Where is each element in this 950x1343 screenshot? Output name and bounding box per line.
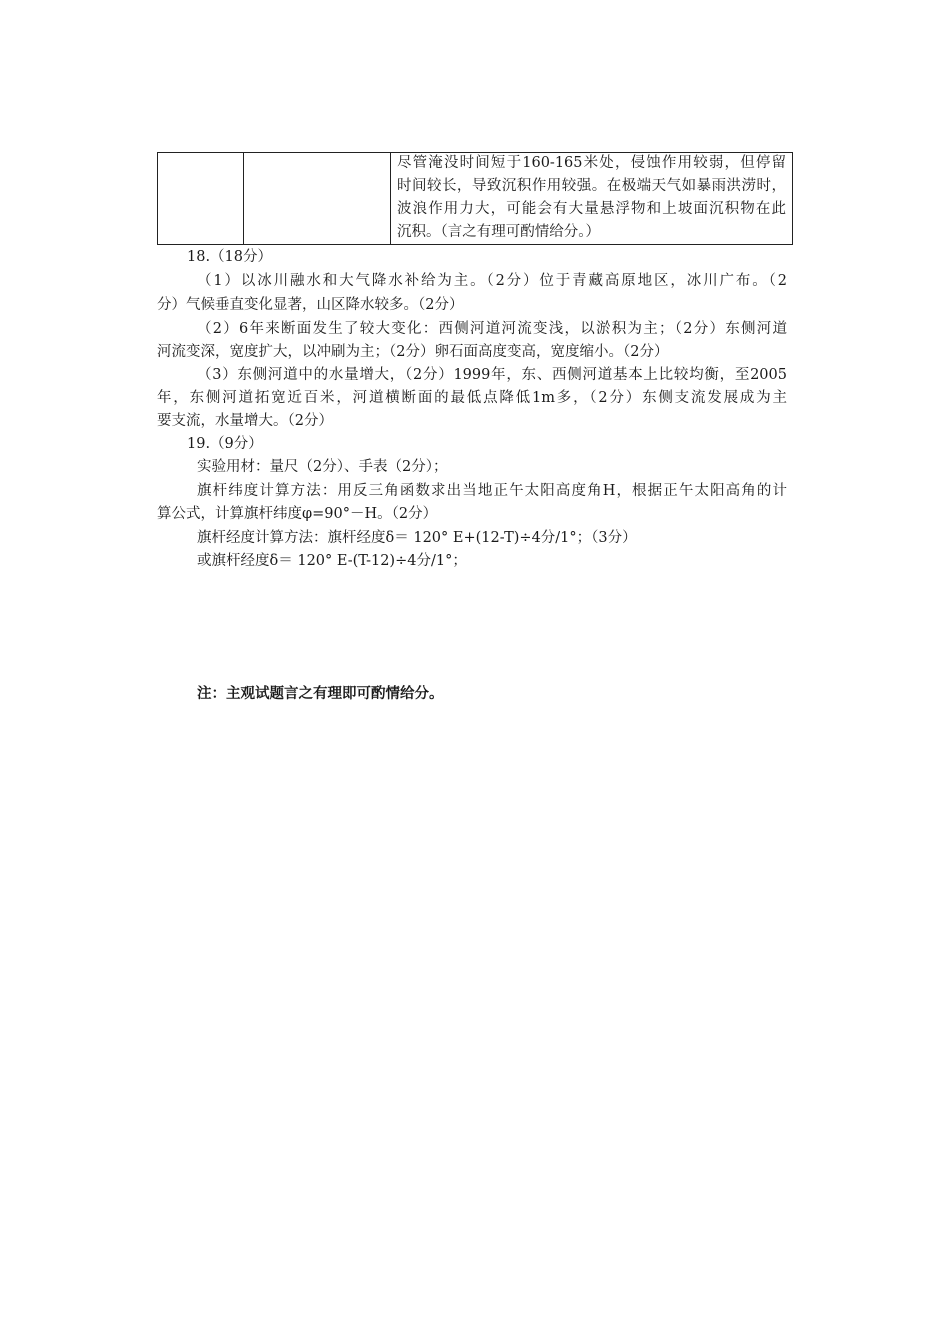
q18-line: 年，东侧河道拓宽近百米，河道横断面的最低点降低1m多，（2分）东侧支流发展成为主 bbox=[157, 390, 787, 406]
q19-heading: 19.（9分） bbox=[187, 436, 263, 452]
q18-line: 分）气候垂直变化显著，山区降水较多。（2分） bbox=[157, 297, 464, 313]
table-cell-line: 尽管淹没时间短于160-165米处，侵蚀作用较弱，但停留 bbox=[397, 155, 786, 171]
q19-line: 算公式，计算旗杆纬度φ=90°－H。（2分） bbox=[157, 506, 438, 522]
q19-line: 旗杆纬度计算方法：用反三角函数求出当地正午太阳高度角H，根据正午太阳高角的计 bbox=[197, 483, 787, 499]
grading-note: 注：主观试题言之有理即可酌情给分。 bbox=[197, 686, 444, 702]
q18-line: （1）以冰川融水和大气降水补给为主。（2分）位于青藏高原地区，冰川广布。（2 bbox=[197, 273, 787, 289]
q18-heading: 18.（18分） bbox=[187, 249, 273, 265]
table-cell-line: 波浪作用力大，可能会有大量悬浮物和上坡面沉积物在此 bbox=[397, 201, 786, 217]
q19-line: 旗杆经度计算方法：旗杆经度δ＝ 120° E+(12-T)÷4分/1°；（3分） bbox=[197, 530, 637, 546]
table-cell-line: 沉积。（言之有理可酌情给分。） bbox=[397, 224, 600, 240]
q18-line: （2）6年来断面发生了较大变化：西侧河道河流变浅，以淤积为主；（2分）东侧河道 bbox=[197, 321, 787, 337]
table-cell-line: 时间较长，导致沉积作用较强。在极端天气如暴雨洪涝时， bbox=[397, 178, 786, 194]
table-divider bbox=[390, 153, 391, 244]
table-divider bbox=[243, 153, 244, 244]
q18-line: 要支流，水量增大。（2分） bbox=[157, 413, 333, 429]
q19-line: 或旗杆经度δ＝ 120° E-(T-12)÷4分/1°； bbox=[197, 553, 467, 569]
q18-line: （3）东侧河道中的水量增大，（2分）1999年，东、西侧河道基本上比较均衡，至2005 bbox=[197, 367, 787, 383]
q19-line: 实验用材：量尺（2分）、手表（2分）； bbox=[197, 459, 448, 475]
q18-line: 河流变深，宽度扩大，以冲刷为主；（2分）卵石面高度变高，宽度缩小。（2分） bbox=[157, 344, 669, 360]
